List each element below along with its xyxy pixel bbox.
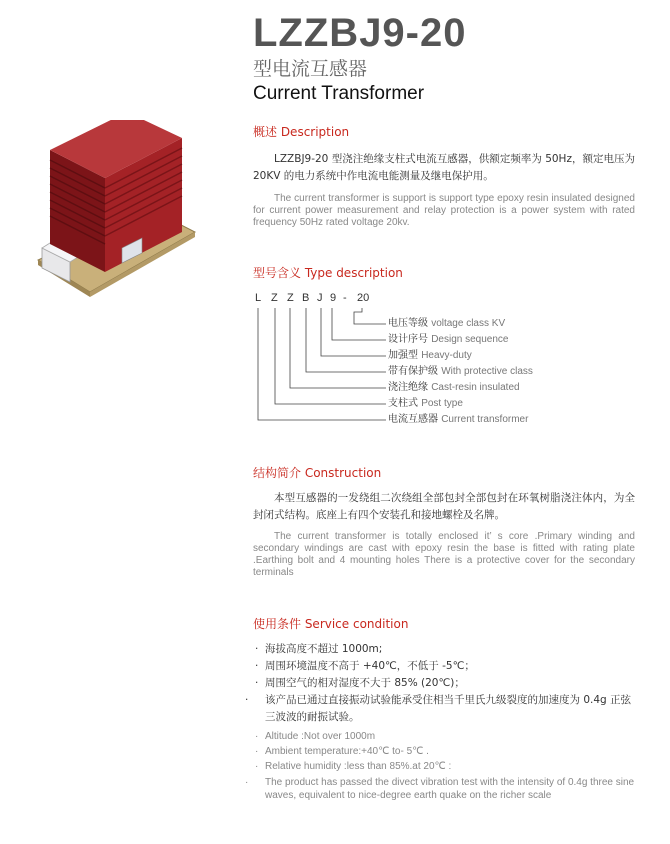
service-item-cn: · 该产品已通过直接振动试验能承受住相当千里氏九级裂度的加速度为 0.4g 正弦三波波的耐振试验。 bbox=[245, 694, 632, 723]
legend-item bbox=[388, 397, 463, 411]
legend-item bbox=[388, 349, 472, 363]
product-title-en: Current Transformer bbox=[253, 83, 425, 104]
service-item-en: · Altitude :Not over 1000m bbox=[255, 731, 376, 742]
legend-item-cn: 设计序号 bbox=[388, 334, 428, 345]
section-title-construction: 结构简介 Construction bbox=[253, 466, 382, 480]
code-letter: 9 bbox=[330, 292, 337, 304]
legend-item-cn: 电流互感器 bbox=[388, 414, 438, 425]
code-letter: 20 bbox=[357, 292, 370, 304]
service-item-cn: · 周围空气的相对湿度不大于 85% (20℃)； bbox=[255, 677, 465, 689]
legend-item-en: Design sequence bbox=[431, 334, 509, 345]
legend-item-cn: 电压等级 bbox=[388, 318, 428, 329]
section-title-description: 概述 Description bbox=[253, 125, 350, 139]
legend-item bbox=[388, 317, 505, 331]
legend-item bbox=[388, 381, 520, 395]
description-en: The current transformer is support is support type epoxy resin insulated designed for current power measurement and relay protection is a power system with rated frequency 50Hz rated voltage 20kv. bbox=[253, 193, 635, 228]
service-item-en: · Relative humidity :less than 85%.at 20℃ : bbox=[255, 761, 452, 772]
service-item-en: · Ambient temperature:+40℃ to- 5℃ . bbox=[255, 746, 429, 757]
code-letter: J bbox=[317, 292, 323, 304]
code-letter: L bbox=[255, 292, 262, 304]
section-title-type: 型号含义 Type description bbox=[253, 266, 403, 280]
code-letter: B bbox=[302, 292, 310, 304]
legend-item-cn: 浇注绝缘 bbox=[388, 382, 428, 393]
legend-item-en: voltage class KV bbox=[431, 318, 506, 329]
product-title-cn: 型电流互感器 bbox=[253, 58, 368, 80]
code-letter: Z bbox=[287, 292, 294, 304]
code-letter: - bbox=[343, 292, 347, 304]
service-item-en: · The product has passed the divect vibration test with the intensity of 0.4g three sine waves, equivalent to nice-degree earth quake on the richer scale bbox=[245, 777, 635, 801]
legend-item-en: Heavy-duty bbox=[421, 350, 472, 361]
code-letter: Z bbox=[271, 292, 278, 304]
construction-cn: 本型互感器的一发绕组二次绕组全部包封全部包封在环氧树脂浇注体内，为全封闭式结构。底座上有四个安装孔和接地螺栓及名牌。 bbox=[253, 492, 635, 521]
legend-item-cn: 带有保护级 bbox=[388, 366, 438, 377]
legend-item-en: Current transformer bbox=[441, 414, 529, 425]
service-item-cn: · 海拔高度不超过 1000m; bbox=[255, 643, 383, 655]
legend-item bbox=[388, 365, 533, 379]
section-title-service: 使用条件 Service condition bbox=[253, 617, 409, 631]
legend-item bbox=[388, 413, 528, 427]
legend-item-en: Post type bbox=[421, 398, 463, 409]
legend-item bbox=[388, 333, 508, 347]
description-cn: LZZBJ9-20 型浇注绝缘支柱式电流互感器，供额定频率为 50Hz，额定电压为20KV 的电力系统中作电流电能测量及继电保护用。 bbox=[253, 153, 635, 182]
legend-item-en: With protective class bbox=[441, 366, 533, 377]
construction-en: The current transformer is totally enclosed it’ s core .Primary winding and secondary windings are cast with epoxy resin the base is fitted with rating plate .Earthing bolt and 4 mounting holes There is a protective cover for the secondary terminals bbox=[253, 531, 635, 578]
legend-item-cn: 加强型 bbox=[388, 350, 418, 361]
legend-item-en: Cast-resin insulated bbox=[431, 382, 520, 393]
service-item-cn: · 周围环境温度不高于 +40℃，不低于 -5℃； bbox=[255, 660, 475, 672]
legend-item-cn: 支柱式 bbox=[388, 398, 418, 409]
model-number: LZZBJ9-20 bbox=[253, 11, 467, 55]
